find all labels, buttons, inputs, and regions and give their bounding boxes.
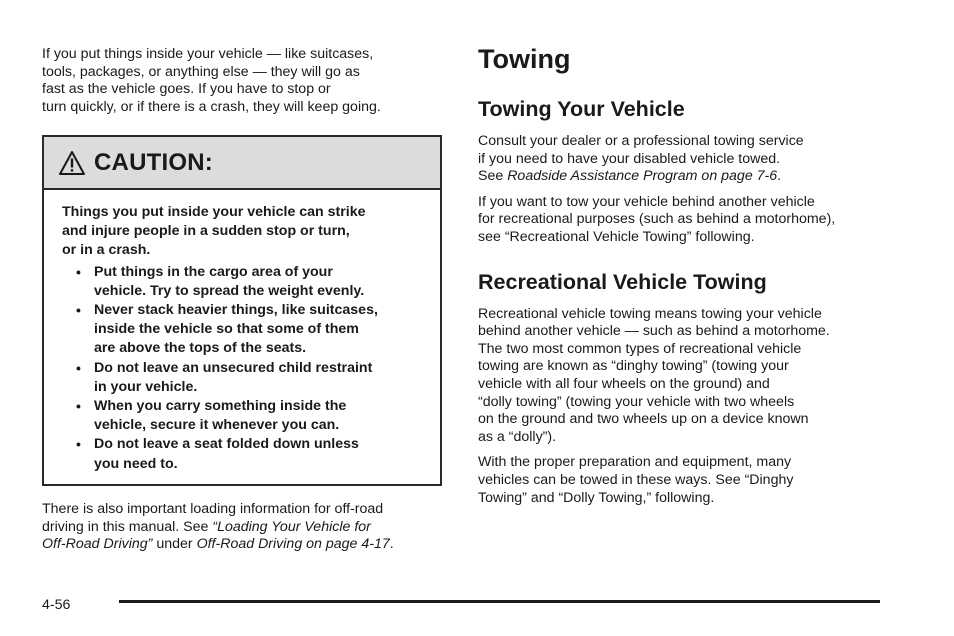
recreational-line: “dolly towing” (towing your vehicle with two wheels: [478, 393, 795, 410]
bullet-icon: •: [76, 302, 81, 319]
loading-text: under: [152, 536, 197, 553]
page-number: 4-56: [42, 597, 71, 613]
intro-line: If you put things inside your vehicle — like suitcases,: [42, 46, 374, 62]
page-reference-link[interactable]: Off-Road Driving on page 4-17: [196, 536, 390, 553]
caution-item-line: Put things in the cargo area of your: [94, 263, 333, 280]
loading-line: There is also important loading information for off-road: [42, 501, 384, 517]
recreational-line: vehicles can be towed in these ways. See “Dinghy: [478, 471, 794, 488]
caution-item-line: vehicle. Try to spread the weight evenly.: [94, 282, 365, 299]
loading-info-block: [42, 501, 446, 554]
caution-box: [42, 135, 442, 486]
intro-line: turn quickly, or if there is a crash, they will keep going.: [42, 98, 381, 115]
caution-list-item: [62, 301, 422, 359]
caution-item-line: inside the vehicle so that some of them: [94, 321, 359, 338]
towing-line: Consult your dealer or a professional towing service: [478, 133, 804, 149]
recreational-para-2: [478, 454, 898, 507]
towing-text: See: [478, 168, 508, 185]
recreational-line: With the proper preparation and equipment, many: [478, 454, 792, 471]
towing-line: see “Recreational Vehicle Towing” following.: [478, 228, 755, 245]
caution-list-item: [62, 397, 422, 435]
bullet-icon: •: [76, 436, 81, 453]
caution-list-item: [62, 359, 422, 397]
page-title: Towing: [478, 44, 571, 74]
cross-reference-link[interactable]: “Loading Your Vehicle for: [212, 518, 371, 535]
towing-para-1: [478, 133, 898, 186]
caution-intro: [62, 203, 422, 261]
caution-intro-line: or in a crash.: [62, 242, 151, 259]
right-column: [478, 42, 898, 507]
caution-title: CAUTION:: [94, 148, 213, 176]
towing-your-vehicle-heading: Towing Your Vehicle: [478, 97, 685, 121]
recreational-line: on the ground and two wheels up on a device known: [478, 411, 809, 428]
bullet-icon: •: [76, 263, 81, 280]
caution-header: [44, 137, 440, 190]
caution-item-line: When you carry something inside the: [94, 398, 347, 415]
caution-item-line: Do not leave a seat folded down unless: [94, 436, 359, 453]
loading-text: .: [389, 536, 394, 553]
recreational-towing-heading: Recreational Vehicle Towing: [478, 269, 767, 294]
recreational-line: vehicle with all four wheels on the ground) and: [478, 375, 770, 392]
recreational-para-1: [478, 306, 898, 447]
towing-line: for recreational purposes (such as behind a motorhome),: [478, 211, 836, 228]
cargo-intro-paragraph: [42, 46, 444, 116]
caution-item-line: Never stack heavier things, like suitcases,: [94, 302, 378, 319]
caution-item-line: vehicle, secure it whenever you can.: [94, 417, 340, 434]
towing-line: If you want to tow your vehicle behind another vehicle: [478, 193, 815, 210]
recreational-line: behind another vehicle — such as behind a motorhome.: [478, 323, 830, 340]
caution-item-line: Do not leave an unsecured child restraint: [94, 359, 373, 376]
caution-item-line: are above the tops of the seats.: [94, 340, 307, 357]
caution-list-item: [62, 435, 422, 473]
warning-triangle-icon: [58, 150, 86, 176]
towing-text: .: [777, 168, 782, 185]
recreational-line: Recreational vehicle towing means towing your vehicle: [478, 305, 822, 322]
caution-body: [44, 190, 440, 474]
loading-text: driving in this manual. See: [42, 518, 213, 535]
towing-line: if you need to have your disabled vehicle towed.: [478, 150, 781, 167]
caution-list-item: [62, 263, 422, 301]
caution-intro-line: Things you put inside your vehicle can strike: [62, 204, 366, 220]
recreational-line: as a “dolly”).: [478, 428, 557, 445]
left-column: [42, 46, 444, 116]
recreational-line: Towing” and “Dolly Towing,” following.: [478, 489, 715, 506]
recreational-line: towing are known as “dinghy towing” (towing your: [478, 358, 789, 375]
recreational-line: The two most common types of recreational vehicle: [478, 340, 802, 357]
intro-line: tools, packages, or anything else — they will go as: [42, 63, 360, 80]
towing-para-2: [478, 194, 898, 247]
page-reference-link[interactable]: Roadside Assistance Program on page 7-6: [507, 168, 778, 185]
caution-intro-line: and injure people in a sudden stop or turn,: [62, 223, 350, 240]
caution-item-line: in your vehicle.: [94, 378, 198, 395]
bullet-icon: •: [76, 398, 81, 415]
footer-rule: [119, 600, 880, 603]
bullet-icon: •: [76, 359, 81, 376]
caution-item-line: you need to.: [94, 455, 178, 472]
cross-reference-link[interactable]: Off-Road Driving”: [42, 536, 153, 553]
caution-list: [62, 263, 422, 474]
intro-line: fast as the vehicle goes. If you have to stop or: [42, 81, 331, 98]
loading-info-paragraph: [42, 501, 446, 554]
